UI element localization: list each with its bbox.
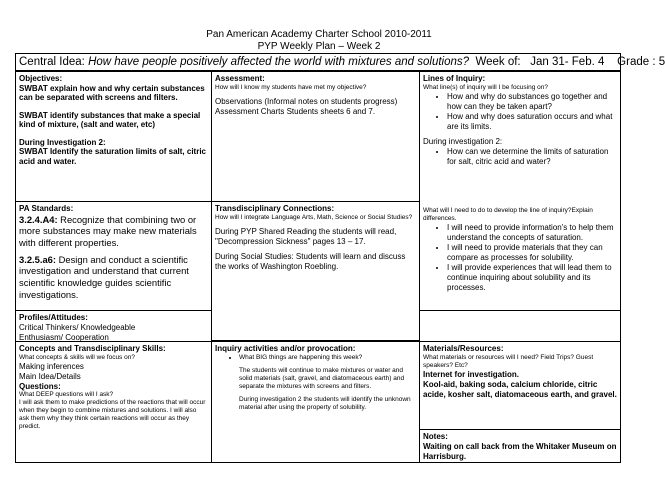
standard-2-text: Design and conduct a scientific investigation and understand that current scientific knowledge guides scientific investigations.	[19, 253, 189, 300]
assessment-heading: Assessment:	[215, 74, 265, 83]
central-idea-bar	[15, 53, 665, 71]
objective-3: SWBAT Identify the saturation limits of salt, citric acid and water.	[19, 147, 206, 166]
notes-text: Waiting on call back from the Whitaker Museum on Harrisburg.	[423, 441, 617, 461]
materials-internet: Internet for investigation.	[423, 369, 520, 379]
assessment-cell	[211, 71, 420, 202]
transdisciplinary-question: How will I integrate Language Arts, Math, Science or Social Studies?	[215, 213, 413, 221]
inquiry-list-2	[423, 147, 617, 167]
concepts-line-2: Main Idea/Details	[19, 371, 81, 381]
standard-1-code: 3.2.4.A4:	[19, 213, 58, 225]
inquiry-heading: Lines of Inquiry:	[423, 74, 486, 83]
profiles-line-1: Critical Thinkers/ Knowledgeable	[19, 322, 136, 332]
objectives-cell	[15, 71, 212, 202]
standard-1-text: Recognize that combining two or more substances may make new materials with different properties.	[19, 213, 197, 248]
activities-para-2: During investigation 2 the students will identify the unknown material after using the property of solubility.	[239, 395, 411, 411]
assessment-question: How will I know my students have met my objective?	[215, 83, 367, 91]
materials-list: Kool-aid, baking soda, calcium chloride, citric acide, kosher salt, diatomaceous earth, and gravel.	[423, 379, 617, 399]
notes-cell	[419, 429, 621, 463]
standards-cell	[15, 201, 212, 311]
grade-label: Grade :	[617, 56, 656, 68]
plan-grid	[15, 71, 621, 463]
central-idea-text: How have people positively affected the world with mixtures and solutions?	[88, 56, 470, 68]
questions-text: I will ask them to make predictions of the reactions that will occur when they begin to combine mixtures and solutions. I will also ask them why they think certain reactions will occur as they predict.	[19, 399, 206, 430]
questions-question: What DEEP questions will I ask?	[19, 391, 114, 398]
materials-heading: Materials/Resources:	[423, 344, 504, 353]
develop-spacer-cell	[419, 310, 621, 342]
inquiry-item: • How can we determine the limits of saturation for salt, citric acid and water?	[447, 147, 617, 167]
activities-para-1: The students will continue to make mixtures or water and solid materials (salt, gravel, and diatomaceous earth) and separate the mixtures with screens and filters.	[239, 366, 405, 390]
inquiry-investigation-label: During investigation 2:	[423, 136, 503, 146]
central-idea-label: Central Idea:	[19, 56, 85, 68]
transdisciplinary-line-2: During Social Studies: Students will learn and discuss the works of Washington Roebling.	[215, 251, 406, 271]
school-title: Pan American Academy Charter School 2010-2011	[206, 29, 432, 40]
questions-heading: Questions:	[19, 381, 61, 391]
week-value: Jan 31- Feb. 4	[530, 56, 605, 68]
standard-2	[19, 254, 208, 301]
objective-2: SWBAT identify substances that make a special kind of mixture, (salt and water, etc)	[19, 110, 201, 129]
standard-2-code: 3.2.5.a6:	[19, 253, 57, 265]
materials-cell	[419, 341, 621, 430]
lines-of-inquiry-cell	[419, 71, 621, 311]
inquiry-item: • How and why do substances go together and how can they be taken apart?	[447, 92, 617, 112]
concepts-heading: Concepts and Transdisciplinary Skills:	[19, 344, 166, 353]
profiles-heading: Profiles/Attitudes:	[19, 313, 88, 322]
standards-heading: PA Standards:	[19, 204, 74, 213]
transdisciplinary-line-1: During PYP Shared Reading the students will read, "Decompression Sickness" pages 13 – 17.	[215, 226, 397, 246]
grade-value: 5	[658, 56, 665, 68]
develop-item: • I will provide experiences that will lead them to continue inquiring about solubility and its processes.	[447, 263, 617, 293]
activities-cell	[211, 341, 420, 463]
develop-list	[423, 223, 617, 293]
profiles-cell	[15, 310, 212, 342]
inquiry-question: What line(s) of inquiry will I be focusing on?	[423, 83, 549, 91]
objectives-heading: Objectives:	[19, 74, 63, 83]
objective-1: SWBAT explain how and why certain substances can be separated with screens and filters.	[19, 83, 205, 102]
plan-title: PYP Weekly Plan – Week 2	[257, 41, 381, 52]
notes-heading: Notes:	[423, 432, 448, 441]
develop-item: • I will need to provide materials that they can compare as processes for solubility.	[447, 243, 617, 263]
develop-question: What will I need to do to develop the line of inquiry?Explain differences.	[423, 206, 593, 222]
assessment-line-1: Observations (Informal notes on students progress)	[215, 96, 398, 106]
develop-item: • I will need to provide information's to help them understand the concepts of saturation.	[447, 223, 617, 243]
concepts-cell	[15, 341, 212, 463]
activities-heading: Inquiry activities and/or provocation:	[215, 344, 356, 353]
materials-question: What materials or resources will I need? Field Trips? Guest speakers? Etc?	[423, 353, 594, 369]
inquiry-item: • How and why does saturation occurs and what are its limits.	[447, 112, 617, 132]
concepts-question: What concepts & skills will we focus on?	[19, 353, 135, 361]
activities-bullet: • What BIG things are happening this week?	[239, 354, 416, 362]
transdisciplinary-heading: Transdisciplinary Connections:	[215, 204, 335, 213]
transdisciplinary-cell	[211, 201, 420, 341]
week-label: Week of:	[475, 56, 521, 68]
concepts-line-1: Making inferences	[19, 361, 84, 371]
inquiry-list	[423, 92, 617, 132]
standard-1	[19, 214, 208, 249]
profiles-line-2: Enthusiasm/ Cooperation	[19, 332, 109, 342]
activities-list	[215, 354, 416, 362]
assessment-line-2: Assessment Charts Students sheets 6 and 7.	[215, 106, 376, 116]
objectives-investigation-label: During Investigation 2:	[19, 137, 106, 147]
